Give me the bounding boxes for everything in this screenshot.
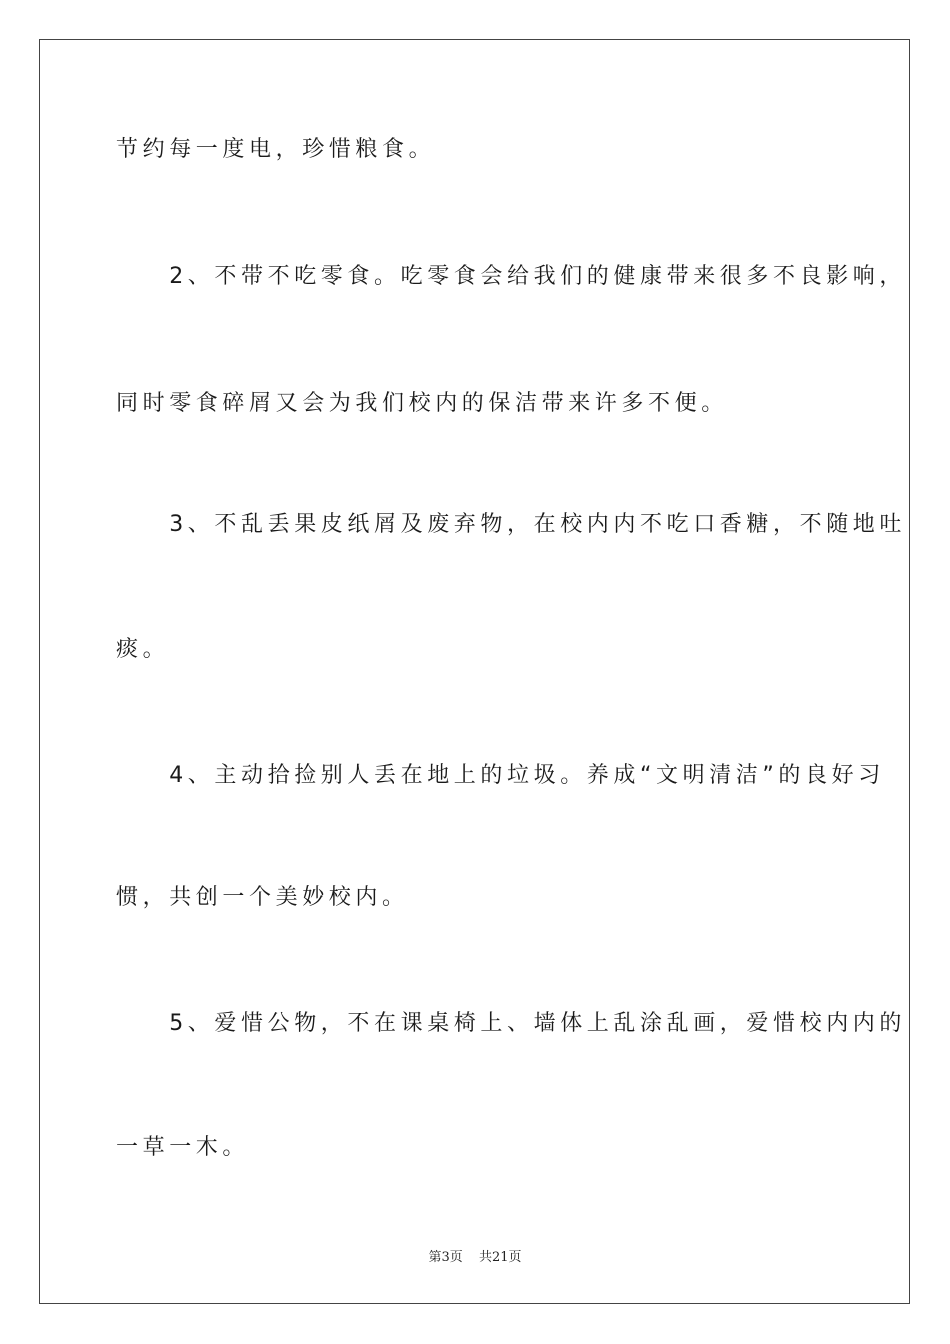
text-line: 痰。 <box>116 637 170 662</box>
text-line: 5、爱惜公物，不在课桌椅上、墙体上乱涂乱画，爱惜校内内的 <box>116 1011 906 1036</box>
page-number: 第3页 <box>428 1250 463 1265</box>
page-total: 共21页 <box>478 1250 522 1265</box>
page-frame <box>39 39 910 1304</box>
text-line: 惯，共创一个美妙校内。 <box>116 885 409 910</box>
text-line: 一草一木。 <box>116 1135 250 1160</box>
text-line: 2、不带不吃零食。吃零食会给我们的健康带来很多不良影响， <box>116 264 906 289</box>
text-line: 3、不乱丢果皮纸屑及废弃物，在校内内不吃口香糖，不随地吐 <box>116 512 906 537</box>
text-line: 4、主动拾捡别人丢在地上的垃圾。养成“文明清洁”的良好习 <box>116 763 885 788</box>
text-line: 同时零食碎屑又会为我们校内的保洁带来许多不便。 <box>116 391 728 416</box>
text-line: 节约每一度电，珍惜粮食。 <box>116 137 436 162</box>
page-footer <box>0 1246 950 1265</box>
